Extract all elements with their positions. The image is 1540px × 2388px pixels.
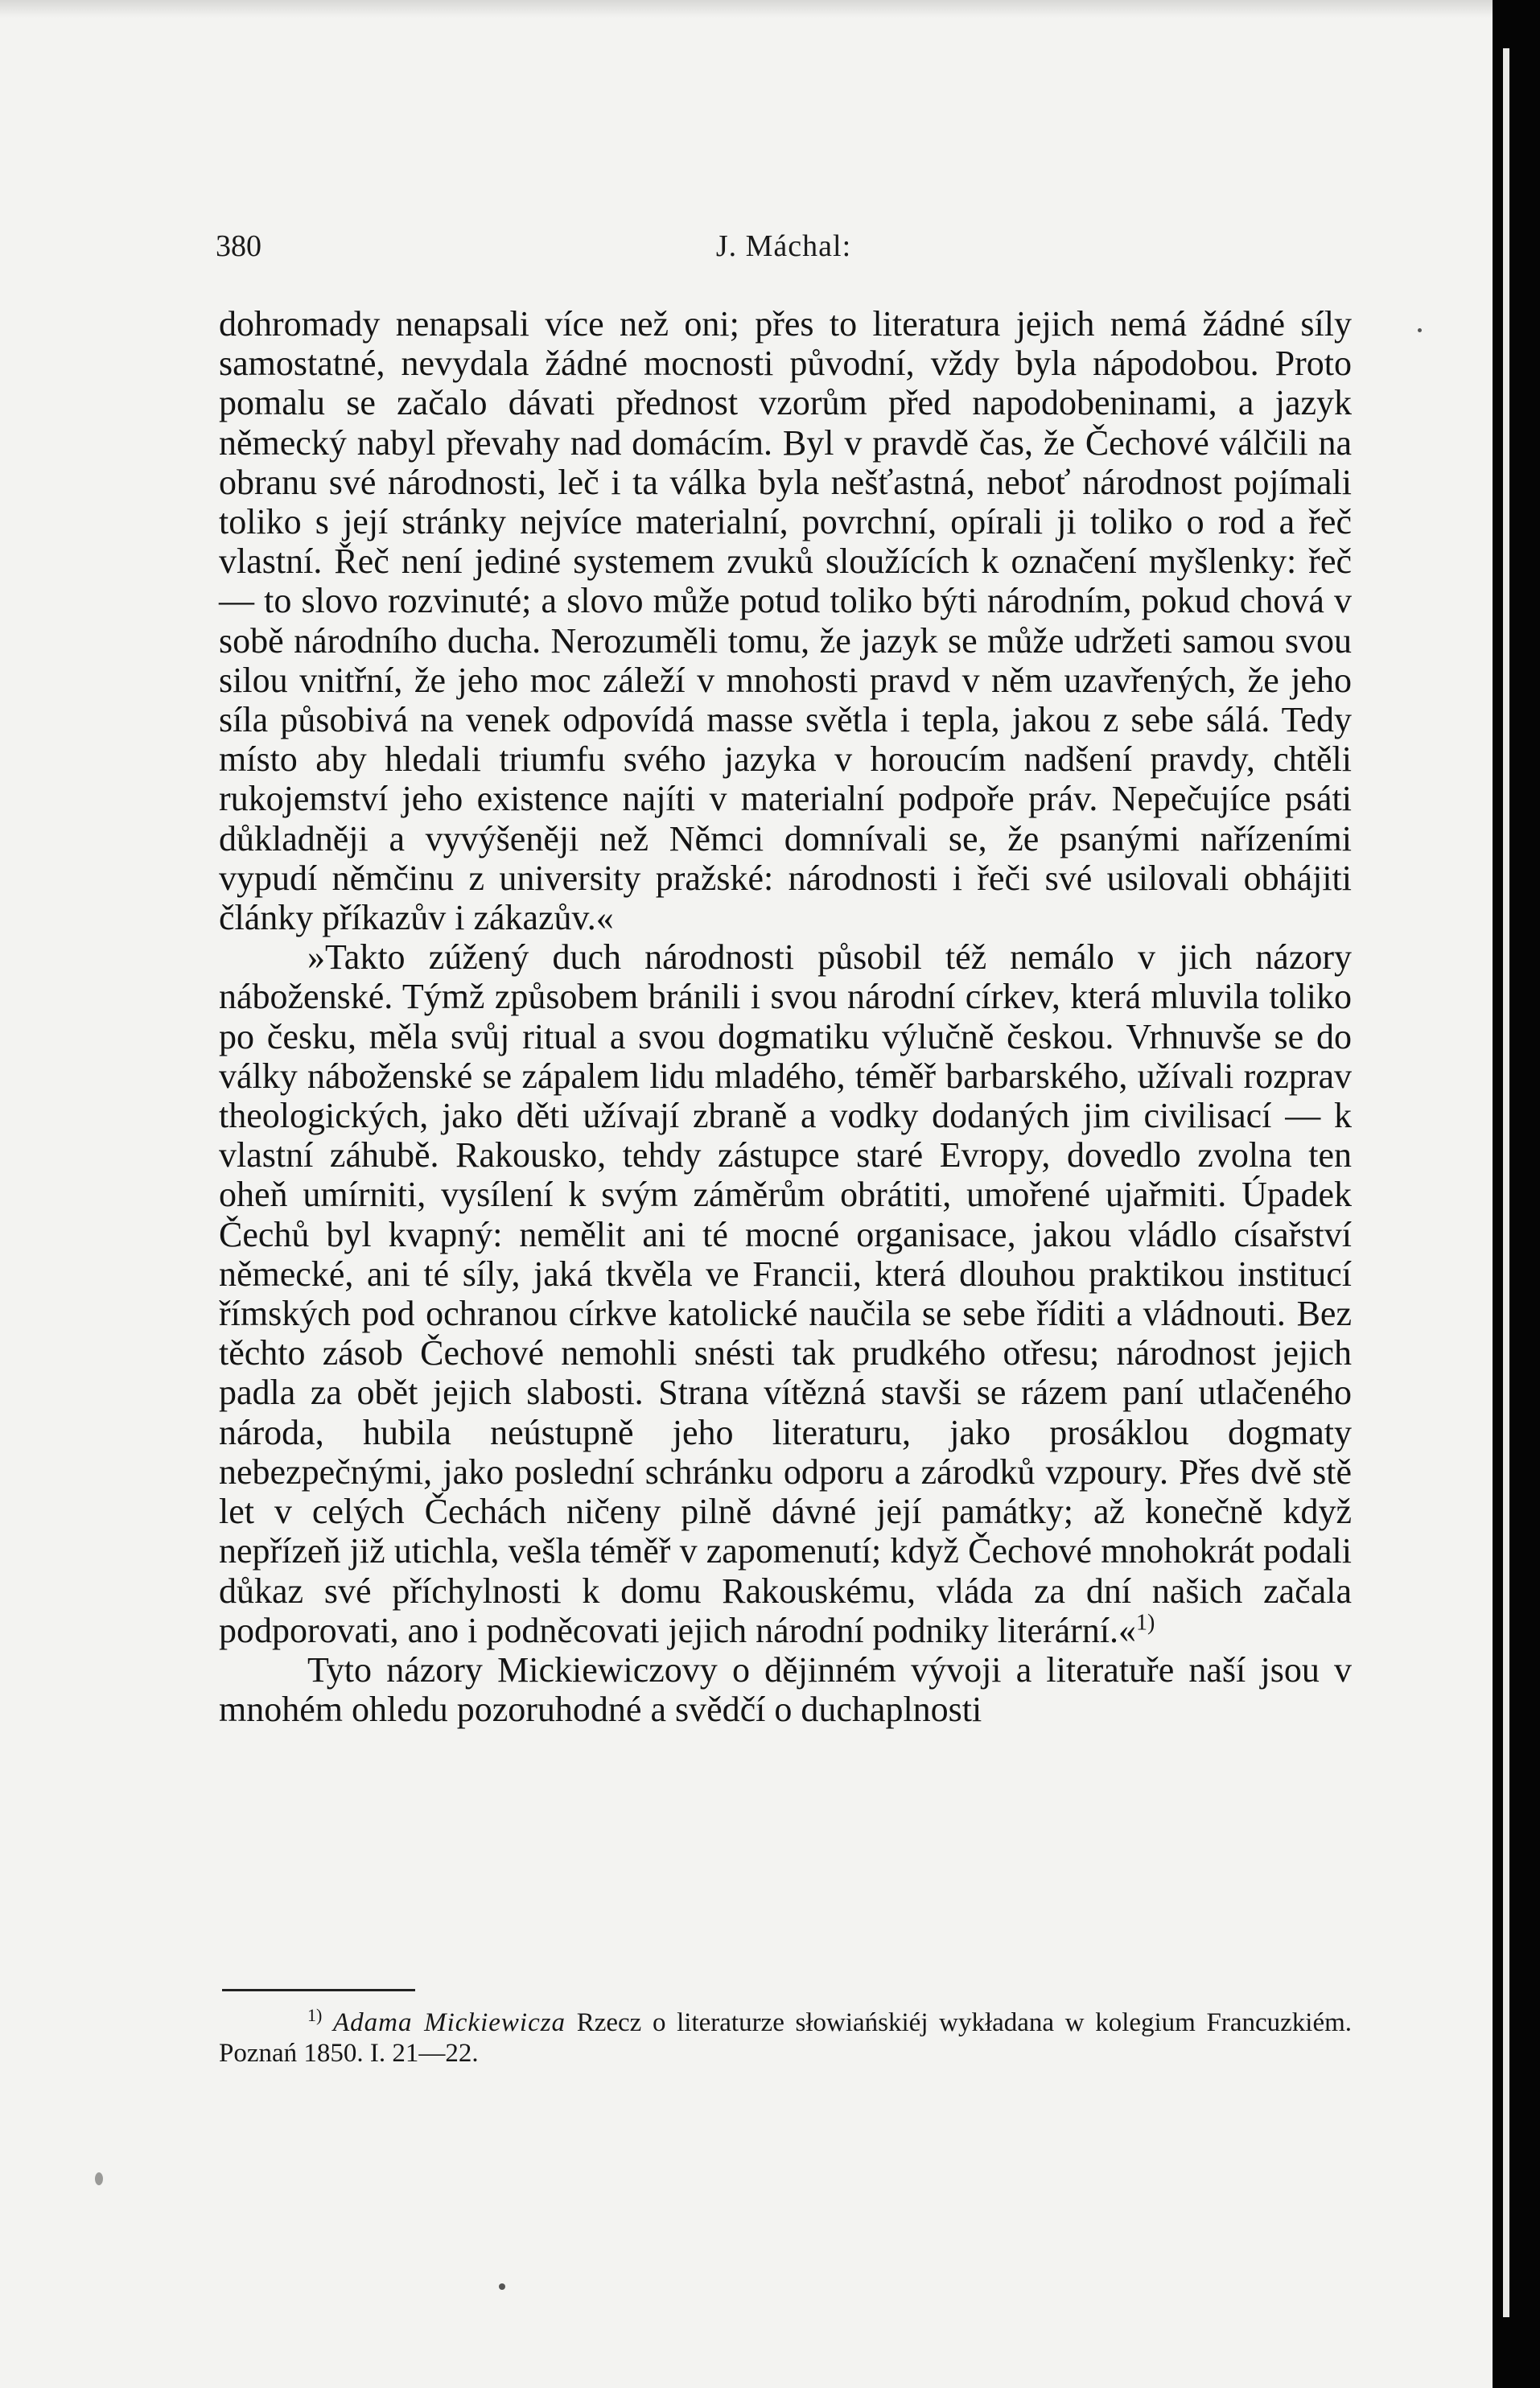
footnote-author: Adama Mickiewicza xyxy=(332,2008,566,2037)
paragraph-3: Tyto názory Mickiewiczovy o dějinném vývoji a literatuře naší jsou v mnohém ohledu pozoruhodné a svědčí o duchaplnosti xyxy=(219,1649,1352,1730)
footnote xyxy=(219,2007,1352,2069)
footnote-divider xyxy=(222,1989,415,1991)
running-head: J. Máchal: xyxy=(715,229,852,263)
scan-speck xyxy=(95,2172,103,2185)
scan-speck xyxy=(1418,328,1422,332)
footnote-text: Rzecz o literaturze słowiańskiéj wykładana w kolegium Francuzkiém. Poznań 1850. I. 21—22. xyxy=(219,2008,1353,2068)
main-text xyxy=(219,304,1352,1729)
paragraph-1: dohromady nenapsali více než oni; přes to literatura jejich nemá žádné síly samostatné, nevydala žádné mocnosti původní, vždy byla nápodobou. Proto pomalu se začalo dávati přednost vzorům před napodobeninami, a jazyk německý nabyl převahy nad domácím. Byl v pravdě čas, že Čechové válčili na obranu své národnosti, leč i ta válka byla nešťastná, neboť národnost pojímali toliko s její stránky nejvíce materialní, povrchní, opírali ji toliko o rod a řeč vlastní. Řeč není jediné systemem zvuků sloužících k označení myšlenky: řeč — to slovo rozvinuté; a slovo může potud toliko býti národním, pokud chová v sobě národního ducha. Nerozuměli tomu, že jazyk se může udržeti samou svou silou vnitřní, že jeho moc záleží v mnohosti pravd v něm uzavřených, že jeho síla působivá na venek odpovídá masse světla i tepla, jakou z sebe sálá. Tedy místo aby hledali triumfu svého jazyka v horoucím nadšení pravdy, chtěli rukojemství jeho existence najíti v materialní podpoře práv. Nepečujíce psáti důkladněji a vyvýšeněji než Němci domnívali se, že psanými nařízeními vypudí němčinu z university pražské: národnosti i řeči své usilovali obhájiti články příkazův i zákazův.« xyxy=(219,304,1352,938)
paragraph-2-text: »Takto zúžený duch národnosti působil též nemálo v jich názory náboženské. Týmž způsobem bránili i svou národní církev, která mluvila toliko po česku, měla svůj ritual a svou dogmatiku výlučně českou. Vrhnuvše se do války náboženské se zápalem lidu mladého, téměř barbarského, užívali rozprav theologických, jako děti užívají zbraně a vodky dodaných jim civilisací — k vlastní záhubě. Rakousko, tehdy zástupce staré Evropy, dovedlo zvolna ten oheň umírniti, vysílení k svým záměrům obrátiti, umořené ujařmiti. Úpadek Čechů byl kvapný: nemělit ani té mocné organisace, jakou vládlo císařství německé, ani té síly, jaká tkvěla ve Francii, která dlouhou praktikou institucí římských pod ochranou církve katolické naučila se sebe říditi a vládnouti. Bez těchto zásob Čechové nemohli snésti tak prudkého otřesu; národnost jejich padla za obět jejich slabosti. Strana vítězná stavši se rázem paní utlačeného národa, hubila neústupně jeho literaturu, jako prosáklou dogmaty nebezpečnými, jako poslední schránku odporu a zárodků vzpoury. Přes dvě stě let v celých Čechách ničeny pilně dávné její památky; až konečně když nepřízeň již utichla, vešla téměř v zapomenutí; když Čechové mnohokrát podali důkaz své příchylnosti k domu Rakouskému, vláda za dní našich začala podporovati, ano i podněcovati jejich národní podniky literární.« xyxy=(219,937,1352,1650)
page-header xyxy=(216,229,1352,277)
footnote-mark: 1) xyxy=(307,2005,323,2025)
paragraph-2 xyxy=(219,937,1352,1650)
footnote-reference: 1) xyxy=(1136,1610,1155,1636)
scan-edge-line xyxy=(1503,48,1509,2317)
page-number: 380 xyxy=(216,229,261,263)
page-top-shadow xyxy=(0,0,1493,18)
scan-speck xyxy=(499,2283,505,2290)
scan-edge xyxy=(1493,0,1540,2388)
